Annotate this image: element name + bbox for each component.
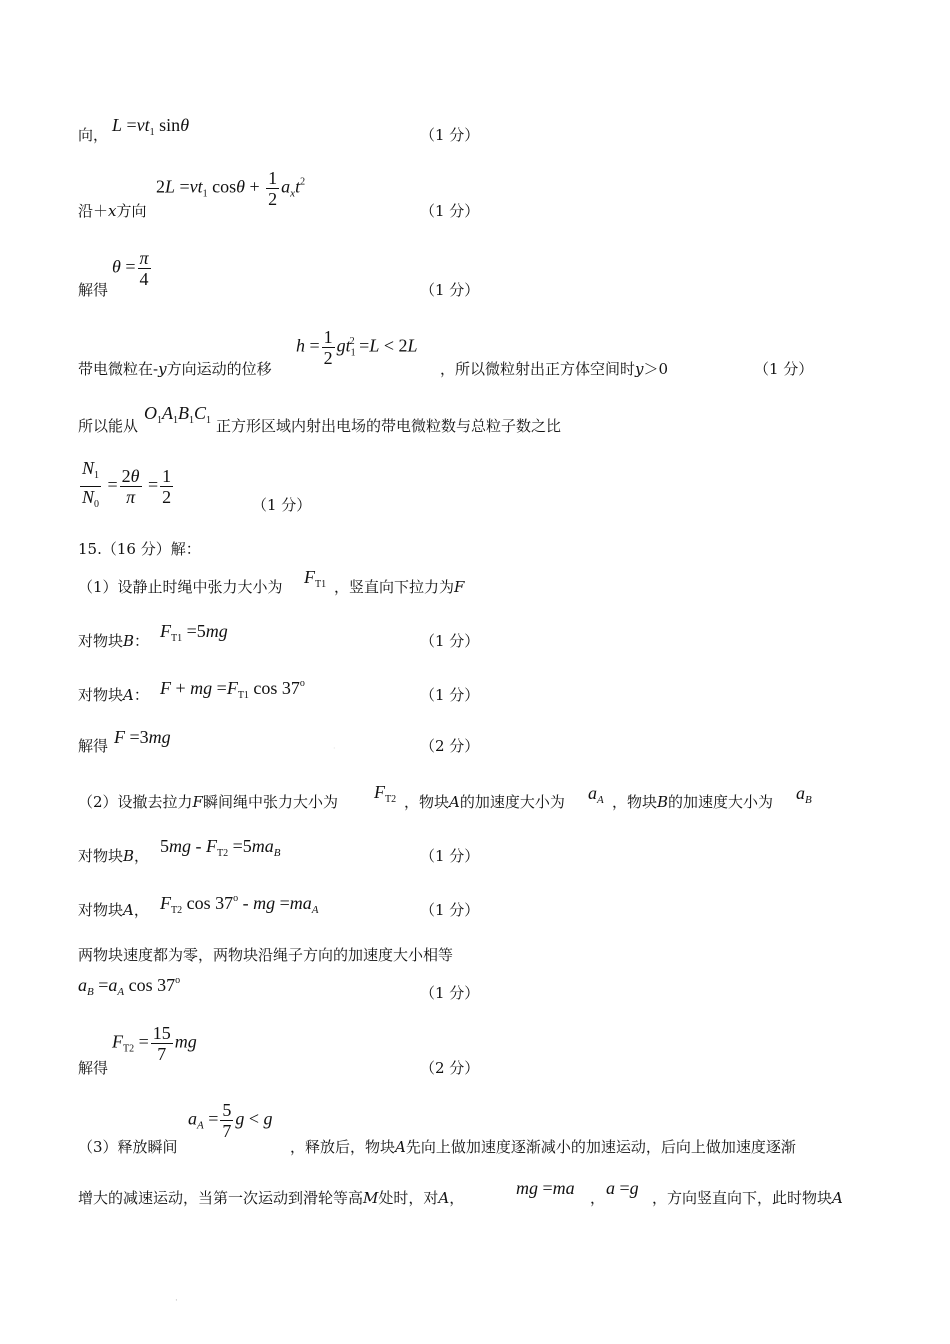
line1-score: （1 分）	[420, 126, 480, 144]
equation-theta: θ = $\frac{\pi}{4}$	[112, 248, 149, 289]
equation-F-3mg: F =3mg	[114, 727, 171, 747]
part2-intro-b: ，物块A的加速度大小为	[404, 793, 565, 811]
part2-eq2-prefix: 对物块A，	[78, 901, 149, 919]
line1-prefix: 向，	[78, 126, 109, 144]
part2-eq4-prefix: 解得	[78, 1059, 109, 1077]
equation-N-ratio: $\frac{N_1}{N_0}$ = $\frac{2\theta}{\pi}$ = $\frac{1}{2}$	[82, 458, 172, 510]
part3-line2-a: 增大的减速运动，当第一次运动到滑轮等高M处时，对A，	[78, 1189, 465, 1207]
equation-h: h = $\frac{1}{2}$ $gt_1^2 =L < 2L$	[296, 327, 418, 368]
label-O1A1B1C1: $O_1A_1B_1C_1$	[144, 403, 212, 426]
symbol-FT2: $F_{T2}$	[374, 782, 397, 805]
part2-eq1-prefix: 对物块B，	[78, 847, 150, 865]
part2-eq3-score: （1 分）	[420, 984, 480, 1002]
stray-dot: ·	[175, 1296, 178, 1306]
equation-5mg-minus-FT2: $5mg - F_{T2} =5ma_B$	[160, 836, 281, 859]
part2-intro-a: （2）设撤去拉力F瞬间绳中张力大小为	[78, 793, 338, 811]
part2-eq2-score: （1 分）	[420, 901, 480, 919]
symbol-aB: $a_B$	[796, 783, 812, 806]
part1-eq2-score: （1 分）	[420, 686, 480, 704]
part2-intro-c: ，物块B的加速度大小为	[612, 793, 774, 811]
stray-dot: ·	[333, 744, 336, 753]
line2-prefix: 沿＋x方向	[78, 202, 147, 220]
part2-eq4-score: （2 分）	[420, 1059, 480, 1077]
equation-aB-aA-cos: $a_B =a_A$ cos 37$^o$	[78, 975, 181, 998]
equation-L-vt1-sin: $L =vt_1$ sinθ	[112, 115, 190, 138]
part2-note: 两物块速度都为零，两物块沿绳子方向的加速度大小相等	[78, 946, 454, 964]
equation-a-g: a =g	[606, 1178, 639, 1198]
equation-mg-ma: mg =ma	[516, 1178, 575, 1198]
part1-intro-a: （1）设静止时绳中张力大小为	[78, 578, 283, 596]
equation-F-plus-mg: F + mg $=F_{T1}$ cos 37$^o$	[160, 678, 305, 701]
line3-prefix: 解得	[78, 281, 109, 299]
equation-2L: $2L =vt_1$ cosθ + $\frac{1}{2}$ $a_xt^2$	[156, 168, 306, 209]
part1-eq1-score: （1 分）	[420, 632, 480, 650]
part2-eq1-score: （1 分）	[420, 847, 480, 865]
part1-eq3-score: （2 分）	[420, 737, 480, 755]
line6-score: （1 分）	[252, 496, 312, 514]
equation-FT2-cos-minus-mg: $F_{T2}$ cos 37$^o$ - mg $=ma_A$	[160, 893, 319, 916]
part1-eq1-prefix: 对物块B：	[78, 632, 150, 650]
line5-suffix: 正方形区域内射出电场的带电微粒数与总粒子数之比	[216, 417, 562, 435]
line3-score: （1 分）	[420, 281, 480, 299]
part3-intro-a: （3）释放瞬间	[78, 1138, 178, 1156]
equation-FT2-15-7-mg: $F_{T2}$ = $\frac{15}{7}$ mg	[112, 1023, 197, 1064]
symbol-aA: $a_A$	[588, 783, 604, 806]
line4-prefix: 带电微粒在-y方向运动的位移	[78, 360, 272, 378]
line4-score: （1 分）	[754, 360, 814, 378]
line2-score: （1 分）	[420, 202, 480, 220]
line4-suffix: ，所以微粒射出正方体空间时y＞0	[440, 360, 669, 378]
part1-intro-b: ，竖直向下拉力为F	[334, 578, 465, 596]
question-15-header: 15.（16 分）解：	[78, 540, 201, 558]
part3-comma: ，	[590, 1189, 606, 1207]
equation-aA-5-7-g: $a_A$ = $\frac{5}{7}$ g < g	[188, 1100, 273, 1141]
part1-eq3-prefix: 解得	[78, 737, 109, 755]
part3-line2-b: ，方向竖直向下，此时物块A	[652, 1189, 843, 1207]
part1-eq2-prefix: 对物块A：	[78, 686, 149, 704]
part3-intro-b: ，释放后，物块A先向上做加速度逐渐减小的加速运动，后向上做加速度逐渐	[290, 1138, 796, 1156]
equation-FT1-5mg: $F_{T1} =5mg$	[160, 621, 228, 644]
symbol-FT1: $F_{T1}$	[304, 567, 327, 590]
line5-prefix: 所以能从	[78, 417, 139, 435]
